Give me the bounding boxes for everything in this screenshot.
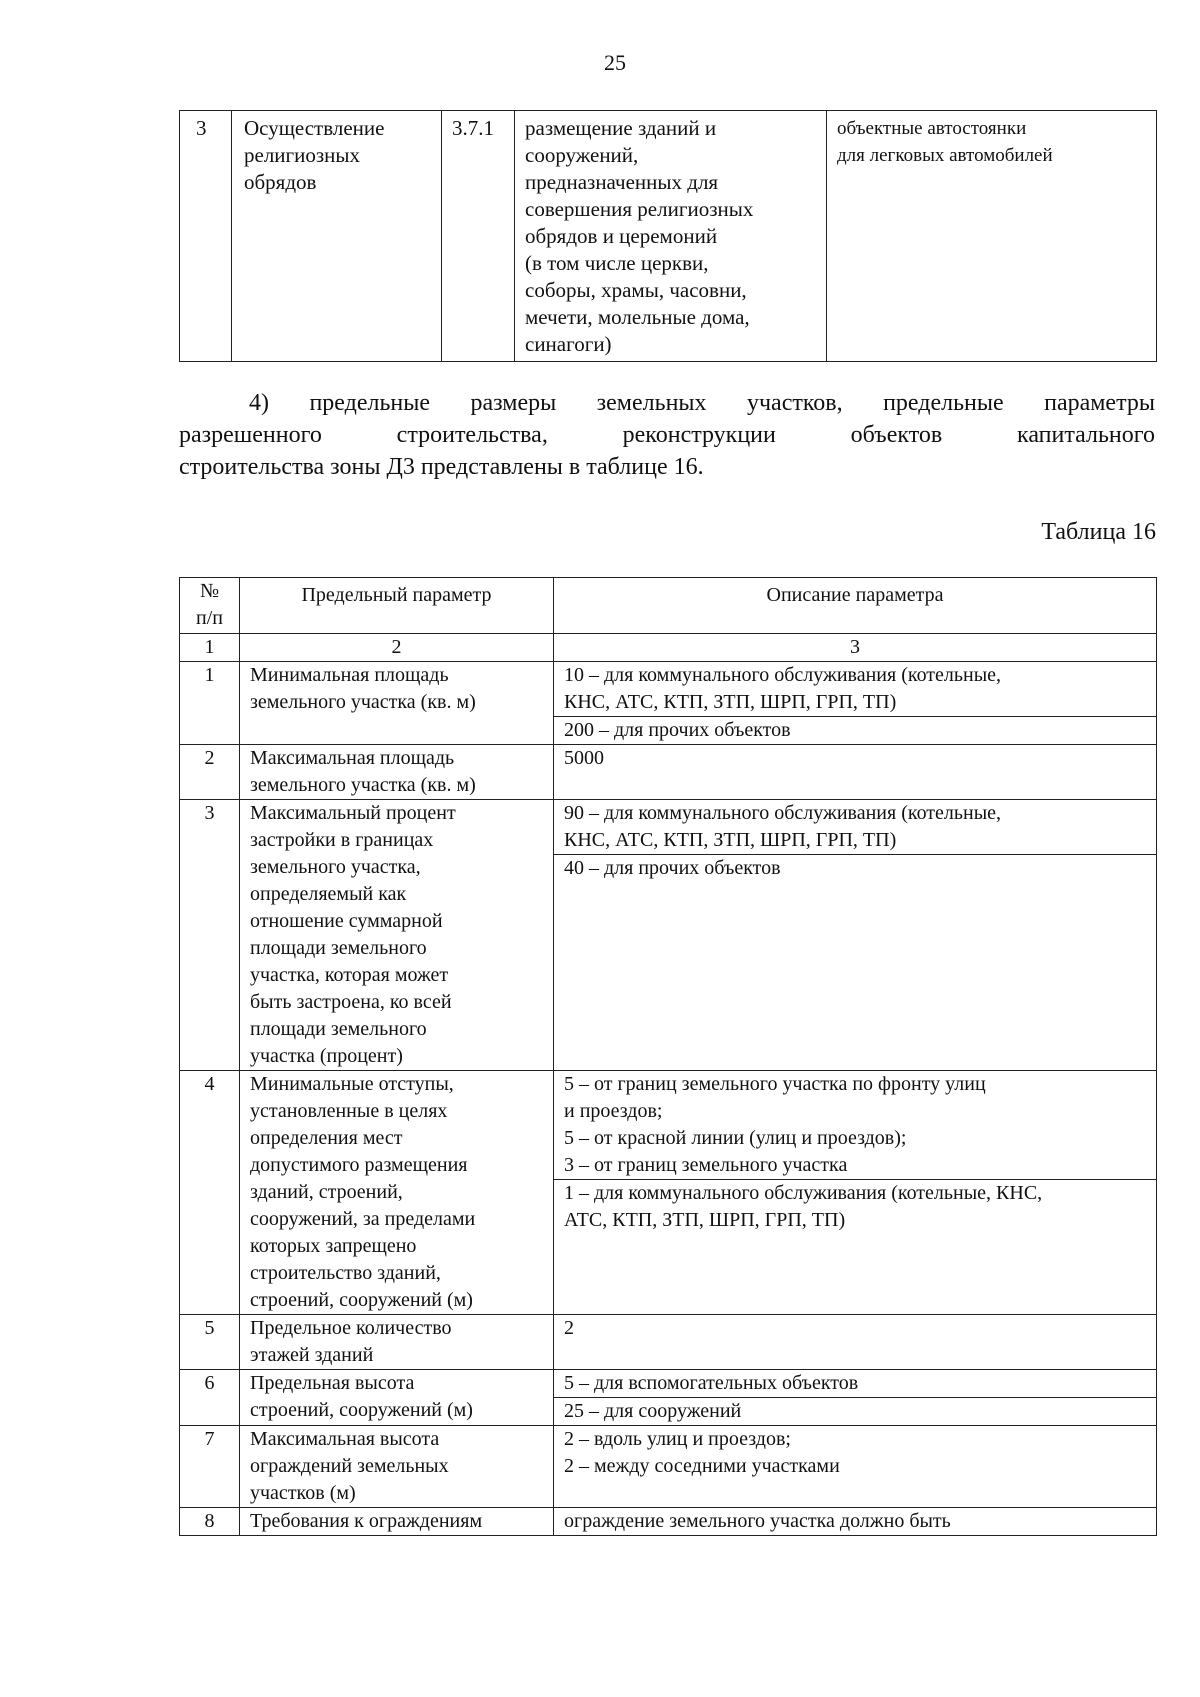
table-row [180,111,1157,362]
row-number: 8 [180,1508,240,1536]
column-number: 3 [554,634,1157,662]
text-line: и проездов; [564,1100,663,1122]
text-line: 5 – от границ земельного участка по фронту улиц [564,1073,986,1095]
section-paragraph [179,387,1155,483]
text-line: установленные в целях [250,1100,448,1122]
text-line: участка, которая может [250,964,449,986]
parameters-body [180,662,1157,1536]
description-block [564,1315,1156,1342]
text-line: Максимальный процент [250,802,456,824]
paragraph-text: 4) предельные размеры земельных участков, предельные параметры [249,390,1155,416]
text-line: 10 – для коммунального обслуживания (котельные, [564,664,1002,686]
text-line: строений, сооружений (м) [250,1399,473,1421]
text-line: которых запрещено [250,1235,417,1257]
text-line: определяемый как [250,883,407,905]
text-line: 3 – от границ земельного участка [564,1154,848,1176]
text-line: 1 – для коммунального обслуживания (котельные, КНС, [564,1182,1043,1204]
text-line: обрядов [244,170,317,194]
paragraph-line [179,387,1155,419]
row-number: 7 [180,1426,240,1508]
description-block [564,745,1156,772]
description-block [554,716,1156,744]
parameter-description [554,1315,1157,1370]
table-caption: Таблица 16 [1041,519,1156,545]
text-line: 40 – для прочих объектов [564,857,781,879]
text-line: земельного участка (кв. м) [250,774,476,796]
parameter-description [554,1071,1157,1315]
paragraph-text: строительства зоны Д3 представлены в таблице 16. [179,454,704,480]
text-line: совершения религиозных [525,197,754,221]
text-line: 90 – для коммунального обслуживания (котельные, [564,802,1002,824]
description-block [554,1397,1156,1425]
table-row [180,662,1157,745]
text-line: Осуществление [244,116,385,140]
row-number: 2 [180,745,240,800]
text-line: 5 – от красной линии (улиц и проездов); [564,1127,907,1149]
text-line: объектные автостоянки [837,118,1027,139]
parameter-name [240,1370,554,1426]
text-line: 2 – вдоль улиц и проездов; [564,1428,791,1450]
text-line: 5 – для вспомогательных объектов [564,1372,859,1394]
text-line: КНС, АТС, КТП, ЗТП, ШРП, ГРП, ТП) [564,829,897,851]
text-line: синагоги) [525,332,612,356]
description-block [564,1071,1156,1179]
parameter-name [240,800,554,1071]
parameter-description [554,1508,1157,1536]
header-row [180,578,1157,634]
parameter-name [240,1315,554,1370]
text-line: 200 – для прочих объектов [564,719,791,741]
header-description: Описание параметра [554,578,1157,634]
header-num [180,578,240,634]
parameter-description [554,662,1157,745]
description-block [564,662,1156,716]
text-line: Требования к ограждениям [250,1510,483,1532]
parameter-description [554,1426,1157,1508]
text-line: КНС, АТС, КТП, ЗТП, ШРП, ГРП, ТП) [564,691,897,713]
parameter-description [554,745,1157,800]
text-line: Предельная высота [250,1372,415,1394]
text-line: 2 – между соседними участками [564,1455,840,1477]
text-line: земельного участка (кв. м) [250,691,476,713]
row-number: 1 [180,662,240,745]
text-line: для легковых автомобилей [837,145,1053,166]
text-line: религиозных [244,143,361,167]
description-block [564,1370,1156,1397]
text-line: допустимого размещения [250,1154,468,1176]
text-line: участка (процент) [250,1045,403,1067]
table-row [180,745,1157,800]
text-line: этажей зданий [250,1344,374,1366]
text-line: Минимальная площадь [250,664,449,686]
paragraph-line [179,419,1155,451]
text-line: № [199,580,220,602]
row-number: 4 [180,1071,240,1315]
row-number: 6 [180,1370,240,1426]
text-line: земельного участка, [250,856,421,878]
auxiliary-uses [827,111,1157,362]
table-row [180,1508,1157,1536]
text-line: обрядов и церемоний [525,224,718,248]
description-block [554,854,1156,882]
parameter-name [240,745,554,800]
text-line: определения мест [250,1127,403,1149]
text-line: участков (м) [250,1482,356,1504]
text-line: Максимальная высота [250,1428,440,1450]
table-row [180,800,1157,1071]
text-line: площади земельного [250,1018,427,1040]
table-row [180,1370,1157,1426]
table-row [180,1315,1157,1370]
page-number: 25 [604,50,626,75]
text-line: мечети, молельные дома, [525,305,750,329]
text-line: 5000 [564,747,604,769]
text-line: соборы, храмы, часовни, [525,278,747,302]
text-line: п/п [196,607,223,629]
text-line: АТС, КТП, ЗТП, ШРП, ГРП, ТП) [564,1209,846,1231]
text-line: строений, сооружений (м) [250,1289,473,1311]
text-line: площади земельного [250,937,427,959]
text-line: Минимальные отступы, [250,1073,454,1095]
table-row [180,1426,1157,1508]
text-line: сооружений, [525,143,639,167]
use-description [515,111,827,362]
parameter-description [554,1370,1157,1426]
row-number: 3 [180,111,232,362]
text-line: строительство зданий, [250,1262,441,1284]
text-line: 2 [564,1317,574,1339]
parameter-name [240,1071,554,1315]
use-name [232,111,442,362]
column-numbers-row [180,634,1157,662]
use-code: 3.7.1 [442,111,515,362]
text-line: размещение зданий и [525,116,717,140]
column-number: 2 [240,634,554,662]
text-line: предназначенных для [525,170,719,194]
parameter-description [554,800,1157,1071]
header-parameter: Предельный параметр [240,578,554,634]
text-line: ограждений земельных [250,1455,449,1477]
text-line: ограждение земельного участка должно быть [564,1510,951,1532]
parameter-name [240,1426,554,1508]
parameter-name [240,662,554,745]
text-line: застройки в границах [250,829,434,851]
paragraph-text: разрешенного строительства, реконструкции объектов капитального [179,422,1155,448]
table-row [180,1071,1157,1315]
text-line: быть застроена, ко всей [250,991,452,1013]
description-block [564,800,1156,854]
text-line: (в том числе церкви, [525,251,709,275]
text-line: сооружений, за пределами [250,1208,476,1230]
text-line: отношение суммарной [250,910,443,932]
text-line: Максимальная площадь [250,747,455,769]
parameters-table [179,577,1157,1536]
text-line: 25 – для сооружений [564,1400,742,1422]
text-line: Предельное количество [250,1317,452,1339]
description-block [564,1508,1156,1535]
description-block [554,1179,1156,1234]
column-number: 1 [180,634,240,662]
uses-table-fragment [179,110,1157,362]
description-block [564,1426,1156,1480]
paragraph-line [179,451,1155,483]
row-number: 5 [180,1315,240,1370]
text-line: зданий, строений, [250,1181,403,1203]
parameter-name [240,1508,554,1536]
row-number: 3 [180,800,240,1071]
